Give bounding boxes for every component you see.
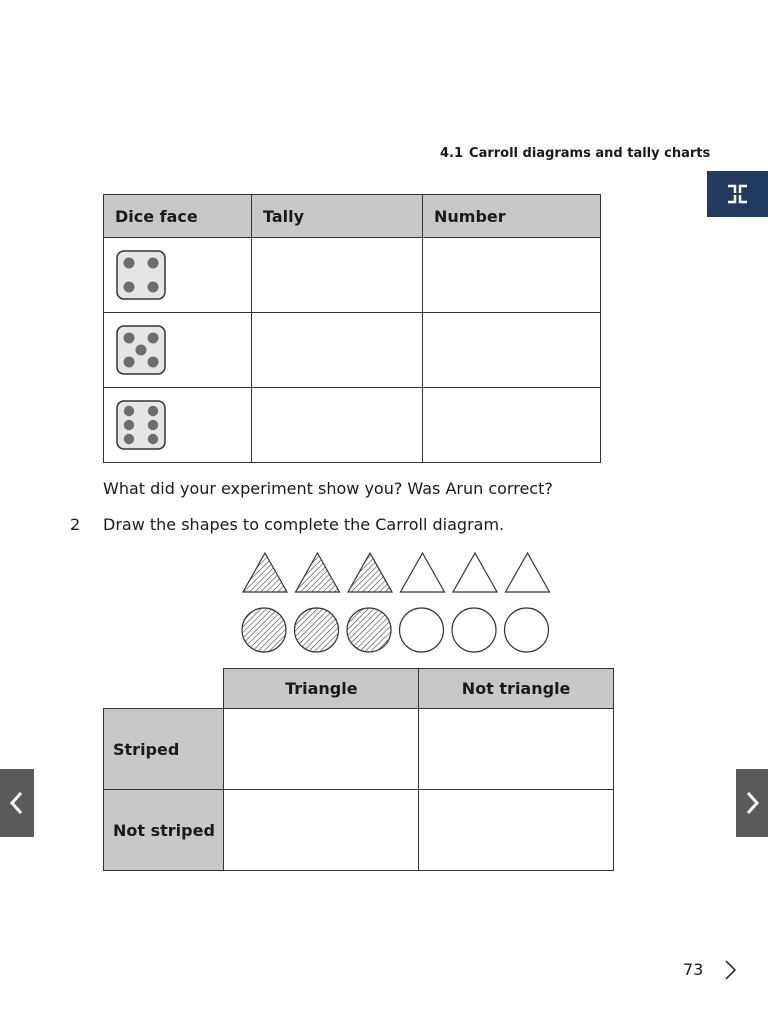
section-title-text: Carroll diagrams and tally charts	[469, 146, 711, 161]
plain-triangle	[453, 553, 497, 592]
plain-circle	[452, 608, 496, 652]
row-header-striped: Striped	[104, 709, 224, 790]
dice-face-cell	[104, 238, 252, 313]
section-number: 4.1	[440, 146, 464, 161]
tally-cell[interactable]	[252, 313, 423, 388]
plain-circle	[400, 608, 444, 652]
striped-triangle	[296, 553, 340, 592]
previous-page-button[interactable]	[0, 769, 34, 837]
column-header-triangle: Triangle	[224, 669, 419, 709]
striped-triangle	[348, 553, 392, 592]
plain-triangle	[401, 553, 445, 592]
row-header-not-striped: Not striped	[104, 790, 224, 871]
table-row	[104, 313, 601, 388]
number-cell[interactable]	[423, 313, 601, 388]
dice-face-cell	[104, 388, 252, 463]
plain-circle	[505, 608, 549, 652]
next-page-link[interactable]	[722, 958, 738, 986]
collapse-icon	[707, 171, 768, 217]
page-number: 73	[683, 960, 704, 979]
carroll-cell-striped-triangle[interactable]	[224, 709, 419, 790]
striped-triangle	[243, 553, 287, 592]
tally-cell[interactable]	[252, 388, 423, 463]
next-page-button[interactable]	[736, 769, 768, 837]
table-row	[104, 388, 601, 463]
number-cell[interactable]	[423, 238, 601, 313]
question-text: Draw the shapes to complete the Carroll diagram.	[103, 515, 505, 534]
section-title	[440, 146, 710, 161]
chevron-left-icon	[0, 769, 34, 837]
plain-triangle	[506, 553, 550, 592]
dice-four-icon	[115, 249, 167, 301]
striped-circle	[295, 608, 339, 652]
dice-tally-table	[103, 194, 601, 463]
carroll-cell-striped-not-triangle[interactable]	[419, 709, 614, 790]
number-cell[interactable]	[423, 388, 601, 463]
header-dice-face: Dice face	[104, 195, 252, 238]
striped-circle	[347, 608, 391, 652]
carroll-diagram	[103, 668, 614, 871]
column-header-not-triangle: Not triangle	[419, 669, 614, 709]
striped-circle	[242, 608, 286, 652]
exit-fullscreen-button[interactable]	[707, 171, 768, 217]
carroll-cell-not-striped-triangle[interactable]	[224, 790, 419, 871]
header-number: Number	[423, 195, 601, 238]
carroll-cell-not-striped-not-triangle[interactable]	[419, 790, 614, 871]
followup-question: What did your experiment show you? Was Arun correct?	[103, 479, 553, 498]
chevron-right-icon	[736, 769, 768, 837]
tally-cell[interactable]	[252, 238, 423, 313]
dice-face-cell	[104, 313, 252, 388]
shapes-to-sort	[240, 550, 560, 660]
dice-six-icon	[115, 399, 167, 451]
question-number: 2	[70, 515, 81, 534]
header-tally: Tally	[252, 195, 423, 238]
table-row	[104, 238, 601, 313]
chevron-right-icon	[722, 958, 738, 982]
dice-five-icon	[115, 324, 167, 376]
